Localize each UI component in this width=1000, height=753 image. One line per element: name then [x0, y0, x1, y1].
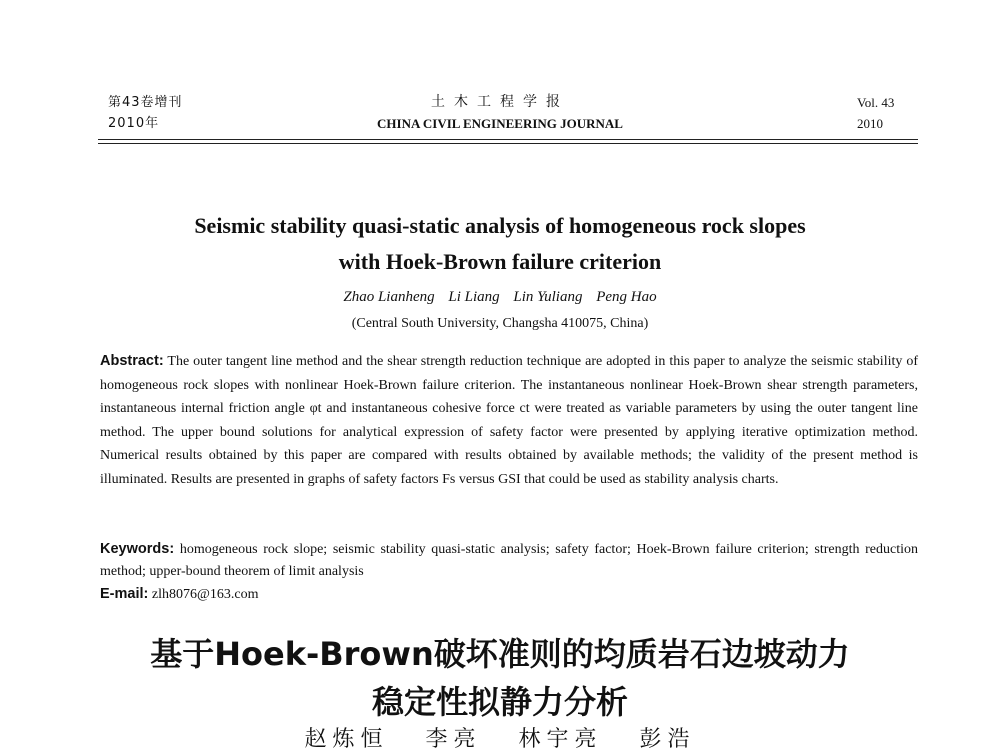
- year-en: 2010: [857, 116, 883, 131]
- journal-name: [0, 92, 1000, 134]
- abstract-label: Abstract: [100, 353, 159, 369]
- volume-cn: 第43卷增刊: [108, 95, 183, 110]
- journal-volume-en: [857, 92, 894, 134]
- keywords-text: homogeneous rock slope; seismic stability quasi-static analysis; safety factor; Hoek-Brown failure criterion; strength reduction method; upper-bound theorem of limit analysis: [100, 542, 919, 579]
- volume-en: Vol. 43: [857, 95, 895, 110]
- author-1: Zhao Lianheng: [343, 289, 435, 305]
- abstract-text: The outer tangent line method and the shear strength reduction technique are adopted in this paper to analyze the seismic stability of homogeneous rock slopes with nonlinear Hoek-Brown failure criterion. The instantaneous nonlinear Hoek-Brown shear strength parameters, instantaneous internal friction angle φt and instantaneous cohesive force ct were treated as variable parameters by using the outer tangent line method. The upper bound solutions for analytical expression of safety factor were presented by applying iterative optimization method. Numerical results obtained by this paper are compared with results obtained by available methods; the validity of the present method is illuminated. Results are presented in graphs of safety factors Fs versus GSI that could be used as stability analysis charts.: [100, 354, 919, 487]
- cn-author-1: 赵炼恒: [304, 727, 389, 752]
- cn-author-2: 李亮: [425, 727, 482, 752]
- email-label: E-mail: [100, 586, 144, 602]
- header-rule-bottom: [98, 143, 918, 144]
- keywords: Keywords: homogeneous rock slope; seismic stability quasi-static analysis; safety factor; Hoek-Brown failure criterion; strength reduction method; upper-bound theorem of limit analysis: [100, 541, 919, 579]
- author-4: Peng Hao: [596, 289, 657, 305]
- email-value: zlh8076@163.com: [151, 587, 259, 602]
- paper-title-en: [0, 208, 1000, 280]
- author-3: Lin Yuliang: [513, 289, 583, 305]
- header-rule-top: [98, 139, 918, 140]
- abstract: Abstract: The outer tangent line method and the shear strength reduction technique are adopted in this paper to analyze the seismic stability of homogeneous rock slopes with nonlinear Hoek-Brown failure criterion. The instantaneous nonlinear Hoek-Brown shear strength parameters, instantaneous internal friction angle φt and instantaneous cohesive force ct were treated as variable parameters by using the outer tangent line method. The upper bound solutions for analytical expression of safety factor were presented by applying iterative optimization method. Numerical results obtained by this paper are compared with results obtained by available methods; the validity of the present method is illuminated. Results are presented in graphs of safety factors Fs versus GSI that could be used as stability analysis charts.: [100, 353, 919, 487]
- affiliation: (Central South University, Changsha 410075, China): [351, 316, 649, 331]
- keywords-label: Keywords: [100, 541, 170, 557]
- title-line-2: with Hoek-Brown failure criterion: [338, 249, 662, 274]
- journal-name-cn: 土木工程学报: [431, 94, 569, 110]
- cn-title-line-1: 基于Hoek-Brown破坏准则的均质岩石边坡动力: [150, 635, 850, 673]
- cn-title-line-2: 稳定性拟静力分析: [371, 683, 628, 721]
- cn-author-4: 彭浩: [639, 727, 696, 752]
- title-line-1: Seismic stability quasi-static analysis of homogeneous rock slopes: [194, 213, 806, 238]
- journal-name-en: CHINA CIVIL ENGINEERING JOURNAL: [377, 116, 623, 131]
- author-2: Li Liang: [448, 289, 500, 305]
- author-list-en: [0, 289, 1000, 306]
- email: E-mail: zlh8076@163.com: [100, 586, 259, 602]
- paper-title-cn: [0, 630, 1000, 726]
- author-list-cn: [0, 722, 1000, 753]
- cn-author-3: 林宇亮: [518, 727, 603, 752]
- year-cn: 2010年: [108, 116, 160, 131]
